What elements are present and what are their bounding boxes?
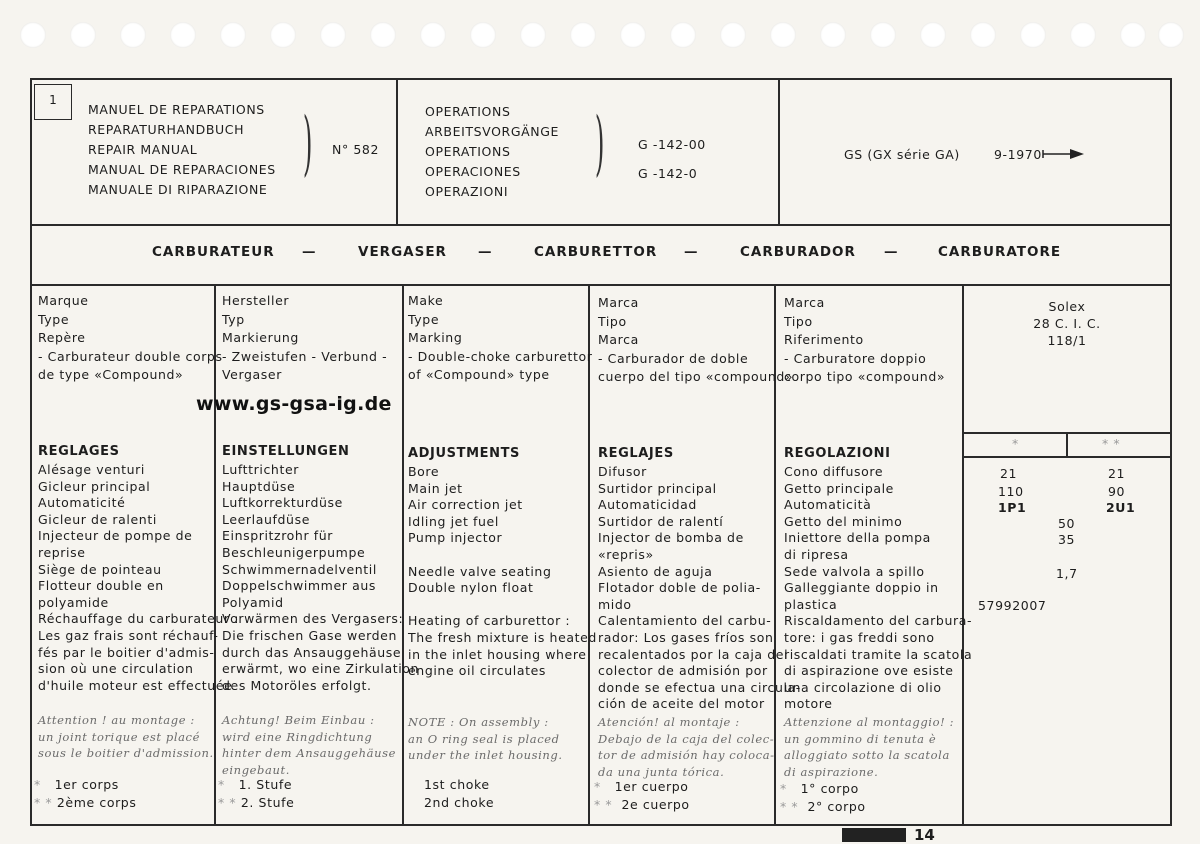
page-number: 14	[914, 826, 935, 844]
reg-line: riscaldati tramite la scatola	[784, 646, 973, 662]
legend-text: 1. Stufe	[238, 777, 293, 792]
value-marking: 118/1	[1047, 333, 1087, 348]
reg-line: Alésage venturi	[38, 462, 145, 477]
note-es	[598, 714, 775, 780]
punch-hole	[220, 22, 246, 48]
pump-injector: 35	[1058, 532, 1076, 547]
punch-hole	[70, 22, 96, 48]
legend-line	[780, 798, 866, 816]
legend-mark: * *	[218, 795, 237, 810]
reg-title-it: REGOLAZIONI	[784, 446, 891, 461]
title-de: VERGASER	[358, 244, 447, 260]
punch-hole	[20, 22, 46, 48]
punch-holes	[18, 22, 1182, 50]
title-fr: CARBURATEUR	[152, 244, 275, 260]
note-line: Attention ! au montage :	[38, 713, 195, 727]
value-type: 28 C. I. C.	[1033, 316, 1101, 331]
operation-title: ARBEITSVORGÄNGE	[425, 124, 559, 139]
value-brand: Solex	[1048, 299, 1086, 314]
punch-hole	[770, 22, 796, 48]
reg-line: des Motoröles erfolgt.	[222, 677, 372, 693]
reg-line: Hauptdüse	[222, 478, 296, 494]
needle-seat: 1,7	[1056, 566, 1078, 581]
punch-hole	[520, 22, 546, 48]
idle-jet: 50	[1058, 516, 1076, 531]
reg-line: Double nylon float	[408, 580, 534, 596]
reg-line: Pump injector	[408, 530, 503, 546]
part-number: 57992007	[978, 598, 1047, 613]
ident-line: Type	[408, 311, 440, 327]
operation-title: OPERAZIONI	[425, 184, 509, 199]
legend-text: 2° corpo	[807, 799, 866, 814]
reg-line: Cono diffusore	[784, 464, 884, 479]
punch-hole	[920, 22, 946, 48]
ident-block-de	[222, 292, 387, 385]
note-line: da una junta tórica.	[598, 764, 725, 779]
punch-hole	[320, 22, 346, 48]
legend-mark: *	[780, 781, 787, 796]
title-dash: —	[884, 244, 899, 260]
header-divider	[396, 80, 398, 224]
punch-hole	[370, 22, 396, 48]
legend-line	[594, 796, 690, 814]
reg-line: Getto del minimo	[784, 513, 903, 529]
reg-line: recalentados por la caja del	[598, 646, 789, 662]
note-line: Attenzione al montaggio! :	[784, 715, 955, 729]
ident-block-it	[784, 294, 945, 387]
reg-line: Vorwärmen des Vergasers:	[222, 611, 404, 627]
reg-line: Calentamiento del carbu-	[598, 613, 772, 629]
reg-line: Flotador doble de polia-	[598, 580, 761, 596]
reg-line: Siège de pointeau	[38, 561, 162, 577]
reg-line: Réchauffage du carburateur :	[38, 611, 240, 627]
punch-hole	[670, 22, 696, 48]
reg-line: Difusor	[598, 464, 647, 479]
legend-text: 2ème corps	[56, 795, 137, 810]
reg-line: fés par le boitier d'admis-	[38, 644, 215, 660]
punch-hole	[1120, 22, 1146, 48]
reg-block-de	[222, 462, 419, 694]
legend-mark: * *	[780, 799, 799, 814]
operation-title: OPERATIONS	[425, 144, 511, 159]
legend-mark: * *	[594, 797, 613, 812]
reg-line: Needle valve seating	[408, 563, 552, 579]
watermark: www.gs-gsa-ig.de	[196, 393, 392, 415]
legend-text: 2. Stufe	[240, 795, 295, 810]
reg-line: Asiento de aguja	[598, 563, 713, 579]
ident-block-fr	[38, 292, 223, 385]
manual-title: MANUALE DI RIPARAZIONE	[88, 182, 268, 197]
reg-line: Automaticidad	[598, 497, 697, 513]
reg-line: Die frischen Gase werden	[222, 627, 397, 643]
main-jet-2: 90	[1108, 484, 1126, 499]
header-second-choke: * *	[1102, 436, 1121, 451]
reg-line: colector de admisión por	[598, 663, 768, 679]
ident-line: Marca	[598, 295, 639, 310]
note-fr	[38, 712, 214, 762]
reg-line: Main jet	[408, 480, 463, 496]
operation-code: G -142-00	[638, 137, 706, 152]
title-it: CARBURATORE	[938, 244, 1062, 260]
legend-mark: *	[594, 779, 601, 794]
reg-line: Riscaldamento del carbura-	[784, 613, 973, 629]
legend-text: 2e cuerpo	[621, 797, 690, 812]
note-line: un gommino di tenuta è	[784, 731, 937, 746]
ident-line: Typ	[222, 311, 245, 327]
reg-line: Doppelschwimmer aus	[222, 578, 376, 594]
model-label: GS (GX série GA)	[844, 147, 960, 162]
reg-title-de: EINSTELLUNGEN	[222, 444, 350, 459]
reg-line: di aspirazione ove esiste	[784, 663, 954, 679]
reg-line: Flotteur double en	[38, 578, 164, 594]
values-header-divider	[1066, 432, 1068, 456]
date-label: 9-1970	[994, 147, 1042, 162]
note-line: Debajo de la caja del colec-	[598, 731, 775, 746]
reg-line: Einspritzrohr für	[222, 528, 334, 544]
reg-line: Luftkorrekturdüse	[222, 495, 343, 511]
reg-line: motore	[784, 696, 833, 712]
reg-title-es: REGLAJES	[598, 446, 674, 461]
manual-title: REPAIR MANUAL	[88, 142, 198, 157]
ident-block-es	[598, 294, 793, 387]
reg-line: reprise	[38, 544, 86, 560]
values-header-line	[964, 456, 1170, 458]
reg-line: rador: Los gases fríos son	[598, 629, 774, 645]
operation-titles	[425, 102, 559, 202]
ident-line: Type	[38, 311, 70, 327]
header	[32, 80, 1170, 226]
manual-title: MANUAL DE REPARACIONES	[88, 162, 276, 177]
reg-line: Schwimmernadelventil	[222, 561, 377, 577]
note-line: Achtung! Beim Einbau :	[222, 713, 375, 727]
reg-line: ción de aceite del motor	[598, 696, 765, 712]
manual-sheet	[30, 78, 1172, 826]
reg-line: Automaticité	[38, 495, 126, 511]
legend-line	[780, 780, 866, 798]
note-line: NOTE : On assembly :	[408, 715, 549, 729]
punch-hole	[720, 22, 746, 48]
legend-line	[34, 794, 136, 812]
reg-title-fr: REGLAGES	[38, 444, 120, 459]
reg-line: engine oil circulates	[408, 663, 547, 679]
reg-line: polyamide	[38, 594, 109, 610]
manual-title: MANUEL DE REPARATIONS	[88, 102, 265, 117]
legend-mark: *	[218, 777, 225, 792]
ident-line: Marca	[598, 332, 639, 347]
legend-text: 1st choke	[424, 777, 490, 792]
reg-line	[408, 547, 597, 564]
air-jet-2: 2U1	[1106, 500, 1136, 515]
punch-hole	[620, 22, 646, 48]
note-line: under the inlet housing.	[408, 748, 563, 763]
legend-it	[780, 780, 866, 816]
ident-line: corpo tipo «compound»	[784, 369, 946, 384]
note-en	[408, 714, 563, 764]
reg-line: erwärmt, wo eine Zirkulation	[222, 661, 420, 677]
main-jet-1: 110	[998, 484, 1024, 499]
legend-line	[218, 794, 294, 812]
venturi-2: 21	[1108, 466, 1126, 481]
brace-icon: )	[302, 102, 313, 184]
reg-line: Gicleur principal	[38, 478, 151, 494]
note-line: di aspirazione.	[784, 764, 879, 779]
reg-block-fr	[38, 462, 239, 694]
legend-mark: * *	[34, 795, 53, 810]
title-dash: —	[684, 244, 699, 260]
reg-line: tore: i gas freddi sono	[784, 629, 935, 645]
ident-line: Make	[408, 293, 444, 308]
header-divider	[778, 80, 780, 224]
venturi-1: 21	[1000, 466, 1018, 481]
reg-line: The fresh mixture is heated	[408, 629, 597, 645]
punch-hole	[1070, 22, 1096, 48]
ident-line: - Carburateur double corps	[38, 348, 223, 364]
note-line: alloggiato sotto la scatola	[784, 748, 950, 763]
ident-block-en	[408, 292, 592, 385]
ident-line: de type «Compound»	[38, 367, 184, 382]
legend-en	[424, 776, 494, 812]
reg-line: Getto principale	[784, 480, 894, 496]
legend-line	[34, 776, 136, 794]
ident-line: Tipo	[598, 313, 627, 329]
reg-line: in the inlet housing where	[408, 646, 587, 662]
punch-hole	[870, 22, 896, 48]
reg-line: Polyamid	[222, 594, 284, 610]
reg-line	[408, 597, 597, 614]
reg-title-en: ADJUSTMENTS	[408, 446, 521, 461]
legend-text: 1° corpo	[800, 781, 859, 796]
table-body	[32, 286, 1170, 826]
title-en: CARBURETTOR	[534, 244, 658, 260]
brace-icon: )	[594, 102, 605, 184]
reg-line: una circolazione di olio	[784, 679, 942, 695]
legend-fr	[34, 776, 136, 812]
note-line: eingebaut.	[222, 762, 290, 777]
legend-line	[594, 778, 690, 796]
reg-line: Bore	[408, 464, 440, 479]
reg-line: Automaticità	[784, 497, 872, 513]
ident-line: Repère	[38, 330, 86, 345]
punch-hole	[1158, 22, 1184, 48]
title-es: CARBURADOR	[740, 244, 856, 260]
manual-number: N° 582	[332, 142, 380, 157]
note-line: sous le boitier d'admission.	[38, 746, 214, 761]
ident-line: Hersteller	[222, 293, 290, 308]
ident-line: of «Compound» type	[408, 367, 550, 382]
ident-line: Marque	[38, 293, 89, 308]
reg-block-es	[598, 464, 801, 713]
reg-line: durch das Ansauggehäuse	[222, 644, 402, 660]
air-jet-1: 1P1	[998, 500, 1027, 515]
reg-line: Iniettore della pompa	[784, 530, 931, 546]
ident-line: Marca	[784, 295, 825, 310]
ident-values	[964, 298, 1170, 349]
note-line: un joint torique est placé	[38, 729, 200, 744]
reg-line: Idling jet fuel	[408, 513, 499, 529]
ident-line: Tipo	[784, 313, 813, 329]
ident-line: - Carburatore doppio	[784, 350, 927, 366]
note-line: wird eine Ringdichtung	[222, 729, 373, 744]
reg-line: Galleggiante doppio in	[784, 580, 939, 596]
note-line: an O ring seal is placed	[408, 731, 560, 746]
reg-line: plastica	[784, 596, 838, 612]
punch-hole	[420, 22, 446, 48]
ident-line: cuerpo del tipo «compound»	[598, 369, 794, 384]
operation-title: OPERACIONES	[425, 164, 521, 179]
legend-text: 1er corps	[54, 777, 119, 792]
arrow-right-icon	[1042, 148, 1084, 160]
header-first-choke: *	[1012, 436, 1019, 451]
legend-es	[594, 778, 690, 814]
punch-hole	[570, 22, 596, 48]
punch-hole	[970, 22, 996, 48]
legend-text: 2nd choke	[424, 795, 495, 810]
sheet-number: 1	[34, 84, 72, 120]
reg-line: sion où une circulation	[38, 661, 194, 677]
manual-titles	[88, 100, 276, 200]
operation-code: G -142-0	[638, 166, 698, 181]
reg-line: Injector de bomba de	[598, 530, 744, 546]
punch-hole	[270, 22, 296, 48]
ident-line: Riferimento	[784, 332, 864, 347]
title-dash: —	[478, 244, 493, 260]
reg-line: di ripresa	[784, 546, 849, 562]
ident-line: - Zweistufen - Verbund -	[222, 348, 388, 364]
reg-line: Surtidor principal	[598, 480, 717, 496]
reg-line: Beschleunigerpumpe	[222, 544, 366, 560]
legend-text: 1er cuerpo	[614, 779, 689, 794]
reg-block-en	[408, 464, 597, 680]
reg-line: donde se efectua una circula-	[598, 679, 801, 695]
manual-title: REPARATURHANDBUCH	[88, 122, 245, 137]
reg-line: Injecteur de pompe de	[38, 528, 193, 544]
punch-hole	[1020, 22, 1046, 48]
operation-title: OPERATIONS	[425, 104, 511, 119]
punch-hole	[120, 22, 146, 48]
note-line: Atención! al montaje :	[598, 715, 740, 729]
reg-line: Heating of carburettor :	[408, 613, 571, 629]
reg-line: Air correction jet	[408, 497, 523, 513]
reg-block-it	[784, 464, 972, 713]
ident-line: - Double-choke carburettor	[408, 348, 593, 364]
punch-hole	[470, 22, 496, 48]
ident-line: Marking	[408, 330, 463, 345]
note-line: hinter dem Ansauggehäuse	[222, 746, 396, 761]
legend-de	[218, 776, 294, 812]
reg-line: Leerlaufdüse	[222, 511, 310, 527]
ident-line: Vergaser	[222, 367, 282, 382]
legend-mark: *	[34, 777, 41, 792]
punch-hole	[820, 22, 846, 48]
reg-line: mido	[598, 596, 632, 612]
note-de	[222, 712, 396, 778]
reg-line: Sede valvola a spillo	[784, 563, 925, 579]
reg-line: Les gaz frais sont réchauf-	[38, 627, 219, 643]
reg-line: d'huile moteur est effectuée	[38, 677, 233, 693]
note-it	[784, 714, 954, 780]
ident-line: - Carburador de doble	[598, 350, 749, 366]
title-row	[32, 224, 1170, 286]
title-dash: —	[302, 244, 317, 260]
note-line: tor de admisión hay coloca-	[598, 748, 775, 763]
reg-line: Gicleur de ralenti	[38, 511, 157, 527]
legend-line	[218, 776, 294, 794]
page-number-bar	[842, 828, 906, 842]
reg-line: Surtidor de ralentí	[598, 513, 724, 529]
reg-line: «repris»	[598, 546, 654, 562]
punch-hole	[170, 22, 196, 48]
reg-line: Lufttrichter	[222, 462, 299, 477]
ident-line: Markierung	[222, 330, 299, 345]
